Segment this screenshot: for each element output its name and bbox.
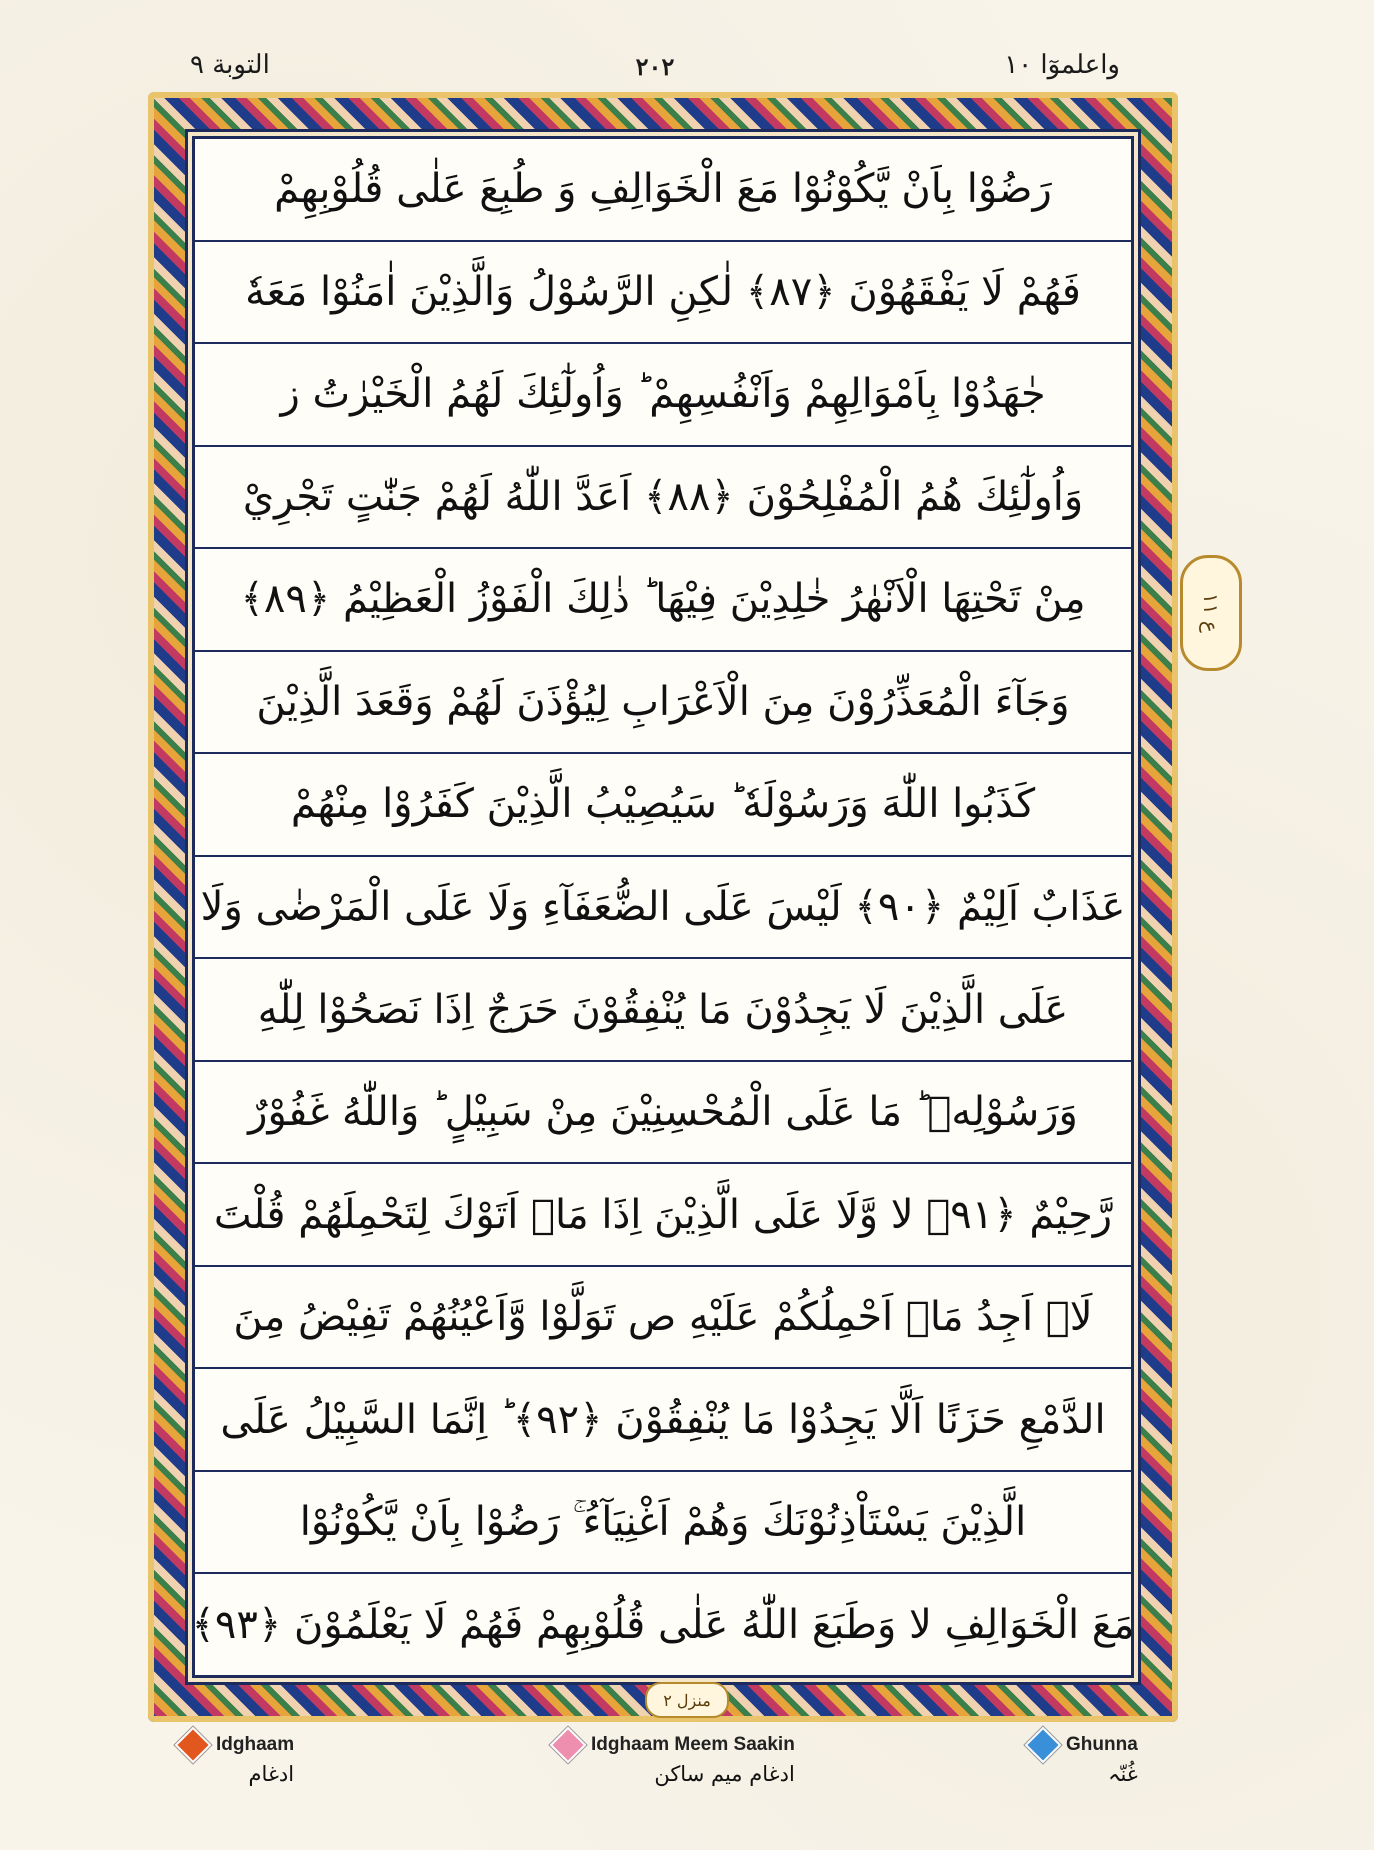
quran-line: فَهُمْ لَا يَفْقَهُوْنَ ﴿٨٧﴾ لٰكِنِ الرَّسُوْلُ وَالَّذِيْنَ اٰمَنُوْا مَعَهٗ [195, 242, 1131, 345]
legend-idghaam-ar: ادغام [248, 1762, 295, 1786]
quran-lines [191, 139, 1135, 1675]
quran-line: لَاۤ اَجِدُ مَاۤ اَحْمِلُكُمْ عَلَيْهِ ص تَوَلَّوْا وَّاَعْيُنُهُمْ تَفِيْضُ مِنَ [195, 1267, 1131, 1370]
legend-ghunna-ar: غُنّہ [1108, 1762, 1138, 1786]
ghunna-color-icon [1025, 1727, 1062, 1764]
text-panel [192, 136, 1134, 1678]
legend-idghaam [180, 1732, 294, 1786]
page-header [190, 50, 1120, 90]
quran-line: كَذَبُوا اللّٰهَ وَرَسُوْلَهٗ ؕ سَيُصِيْبُ الَّذِيْنَ كَفَرُوْا مِنْهُمْ [195, 754, 1131, 857]
page-number: ٢٠٢ [635, 52, 675, 81]
legend-ghunna [1030, 1732, 1138, 1786]
quran-line: رَّحِيْمٌ ﴿٩١﴾ لا وَّلَا عَلَى الَّذِيْنَ اِذَا مَاۤ اَتَوْكَ لِتَحْمِلَهُمْ قُلْتَ [195, 1164, 1131, 1267]
legend-ghunna-en: Ghunna [1066, 1734, 1138, 1755]
legend-idghaam-en: Idghaam [216, 1734, 295, 1755]
quran-line: مِنْ تَحْتِهَا الْاَنْهٰرُ خٰلِدِيْنَ فِيْهَا ؕ ذٰلِكَ الْفَوْزُ الْعَظِيْمُ ﴿٨٩﴾ [195, 549, 1131, 652]
quran-line: وَاُولٰٓئِكَ هُمُ الْمُفْلِحُوْنَ ﴿٨٨﴾ اَعَدَّ اللّٰهُ لَهُمْ جَنّٰتٍ تَجْرِيْ [195, 447, 1131, 550]
ruku-marker: ع ١١ [1180, 555, 1242, 671]
manzil-marker: منزل ٢ [645, 1682, 729, 1718]
quran-line: وَجَآءَ الْمُعَذِّرُوْنَ مِنَ الْاَعْرَابِ لِيُؤْذَنَ لَهُمْ وَقَعَدَ الَّذِيْنَ [195, 652, 1131, 755]
legend-idghaam-meem-saakin-en: Idghaam Meem Saakin [591, 1734, 795, 1755]
legend-idghaam-meem-saakin-ar: ادغام میم ساکن [654, 1762, 795, 1786]
idghaam-meem-saakin-color-icon [550, 1727, 587, 1764]
legend-idghaam-meem-saakin [555, 1732, 795, 1786]
quran-line: مَعَ الْخَوَالِفِ لا وَطَبَعَ اللّٰهُ عَلٰى قُلُوْبِهِمْ فَهُمْ لَا يَعْلَمُوْنَ ﴿٩٣﴾ [191, 1601, 1135, 1648]
quran-line: عَذَابٌ اَلِيْمٌ ﴿٩٠﴾ لَيْسَ عَلَى الضُّعَفَآءِ وَلَا عَلَى الْمَرْضٰى وَلَا [195, 857, 1131, 960]
quran-line: عَلَى الَّذِيْنَ لَا يَجِدُوْنَ مَا يُنْفِقُوْنَ حَرَجٌ اِذَا نَصَحُوْا لِلّٰهِ [195, 959, 1131, 1062]
surah-name: التوبة ٩ [190, 50, 270, 80]
quran-line: وَرَسُوْلِهٖ ؕ مَا عَلَى الْمُحْسِنِيْنَ مِنْ سَبِيْلٍ ؕ وَاللّٰهُ غَفُوْرٌ [195, 1062, 1131, 1165]
quran-line: الدَّمْعِ حَزَنًا اَلَّا يَجِدُوْا مَا يُنْفِقُوْنَ ﴿٩٢﴾ ؕ اِنَّمَا السَّبِيْلُ عَلَى [195, 1369, 1131, 1472]
ornamental-border [148, 92, 1178, 1722]
quran-line: جٰهَدُوْا بِاَمْوَالِهِمْ وَاَنْفُسِهِمْ ؕ وَاُولٰٓئِكَ لَهُمُ الْخَيْرٰتُ ز [195, 344, 1131, 447]
quran-line: رَضُوْا بِاَنْ يَّكُوْنُوْا مَعَ الْخَوَالِفِ وَ طُبِعَ عَلٰى قُلُوْبِهِمْ [195, 139, 1131, 242]
tajweed-legend [150, 1732, 1180, 1832]
quran-line: الَّذِيْنَ يَسْتَاْذِنُوْنَكَ وَهُمْ اَغْنِيَآءُ ۚ رَضُوْا بِاَنْ يَّكُوْنُوْا [195, 1472, 1131, 1575]
idghaam-color-icon [175, 1727, 212, 1764]
juz-name: واعلموٓا ١٠ [1004, 50, 1120, 80]
